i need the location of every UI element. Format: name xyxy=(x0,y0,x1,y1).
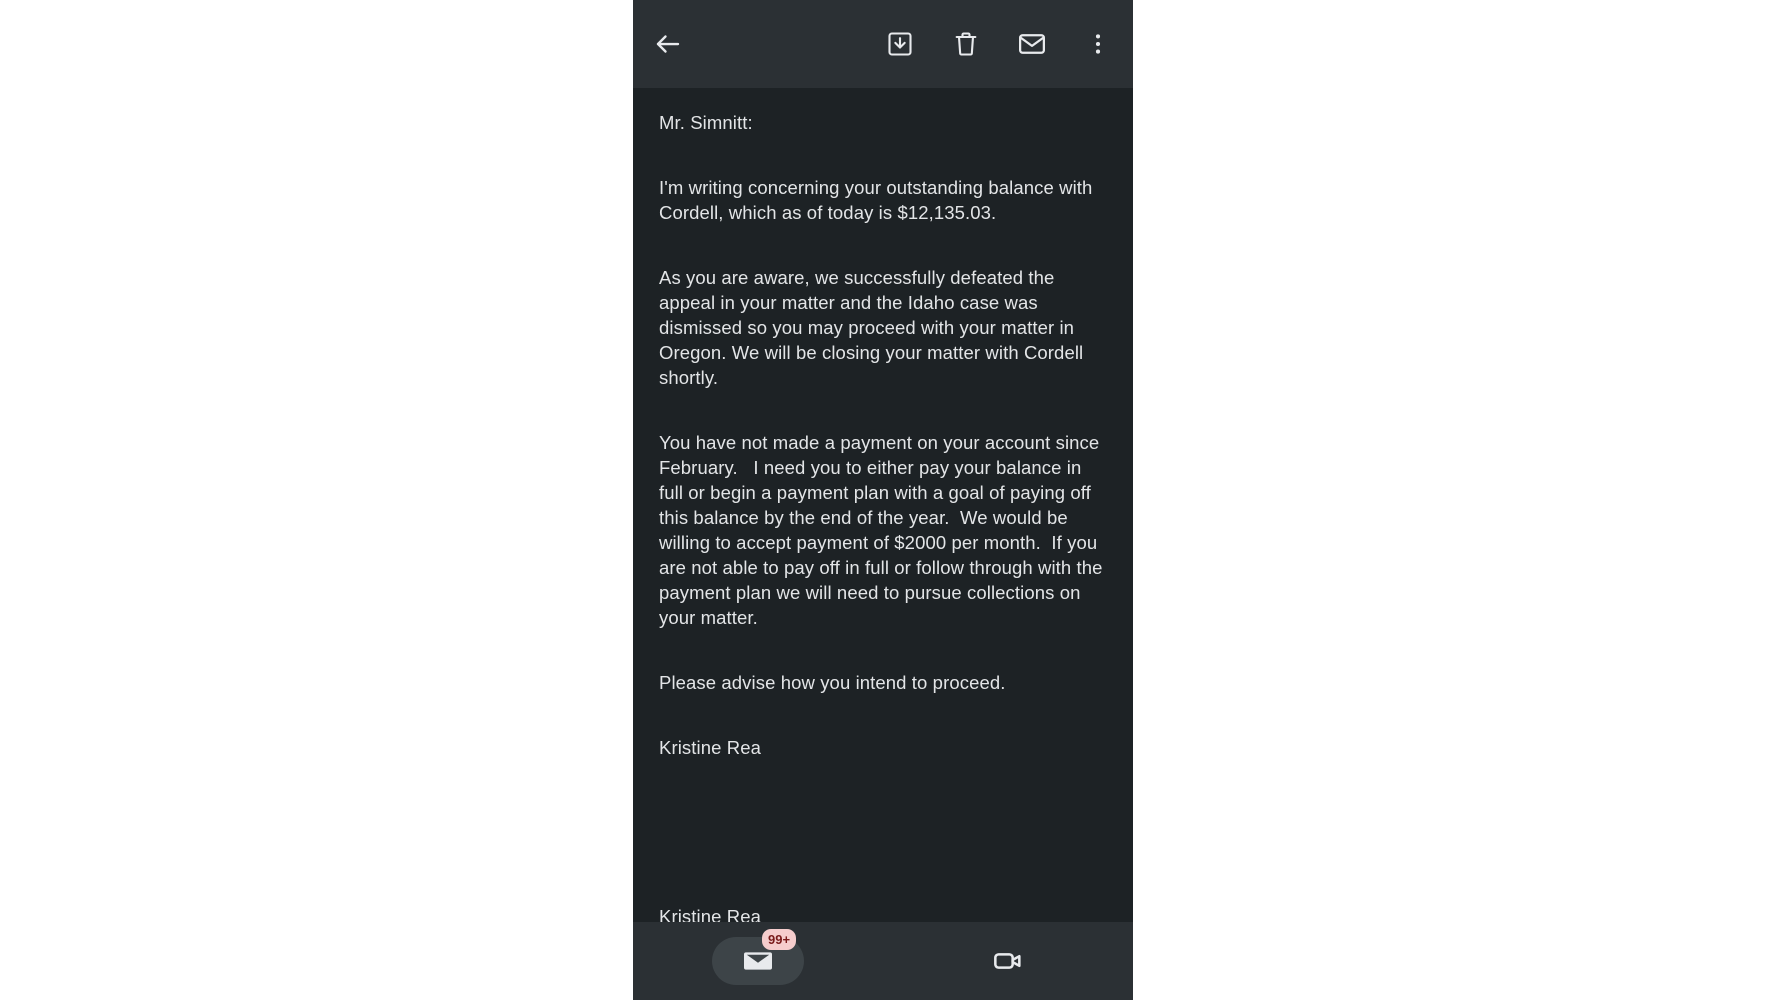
email-body[interactable] xyxy=(633,88,1133,922)
video-camera-icon[interactable] xyxy=(992,945,1024,977)
email-clipped-signature-line xyxy=(659,904,1107,922)
email-clipped-text: Kristine Rea xyxy=(659,906,761,922)
email-paragraph-closing: Please advise how you intend to proceed. xyxy=(659,672,1006,693)
email-paragraph-case-status: As you are aware, we successfully defeated the appeal in your matter and the Idaho case was dismissed so you may proceed with your matter in Oregon. We will be closing your matter with Cordell shortly. xyxy=(659,267,1089,388)
bottom-nav-item-mail[interactable] xyxy=(698,933,818,989)
bottom-nav-item-meet[interactable] xyxy=(948,933,1068,989)
arrow-left-icon[interactable] xyxy=(651,27,685,61)
email-paragraph-balance: I'm writing concerning your outstanding balance with Cordell, which as of today is $12,135.03. xyxy=(659,177,1098,223)
envelope-icon[interactable] xyxy=(742,932,791,977)
email-paragraph-signature: Kristine Rea xyxy=(659,737,761,758)
phone-screenshot xyxy=(633,0,1133,1000)
more-vertical-icon[interactable] xyxy=(1081,27,1115,61)
email-paragraph-salutation: Mr. Simnitt: xyxy=(659,112,753,133)
envelope-icon[interactable] xyxy=(1015,27,1049,61)
archive-icon[interactable] xyxy=(883,27,917,61)
bottom-nav-bar xyxy=(633,922,1133,1000)
mail-unread-badge: 99+ xyxy=(762,929,796,950)
app-bar xyxy=(633,0,1133,88)
trash-icon[interactable] xyxy=(949,27,983,61)
email-paragraph-payment-demand: You have not made a payment on your account since February. I need you to either pay your balance in full or begin a payment plan with a goal of paying off this balance by the end of the year. We would be willing to accept payment of $2000 per month. If you are not able to pay off in full or follow through with the payment plan we will need to pursue collections on your matter. xyxy=(659,432,1108,628)
